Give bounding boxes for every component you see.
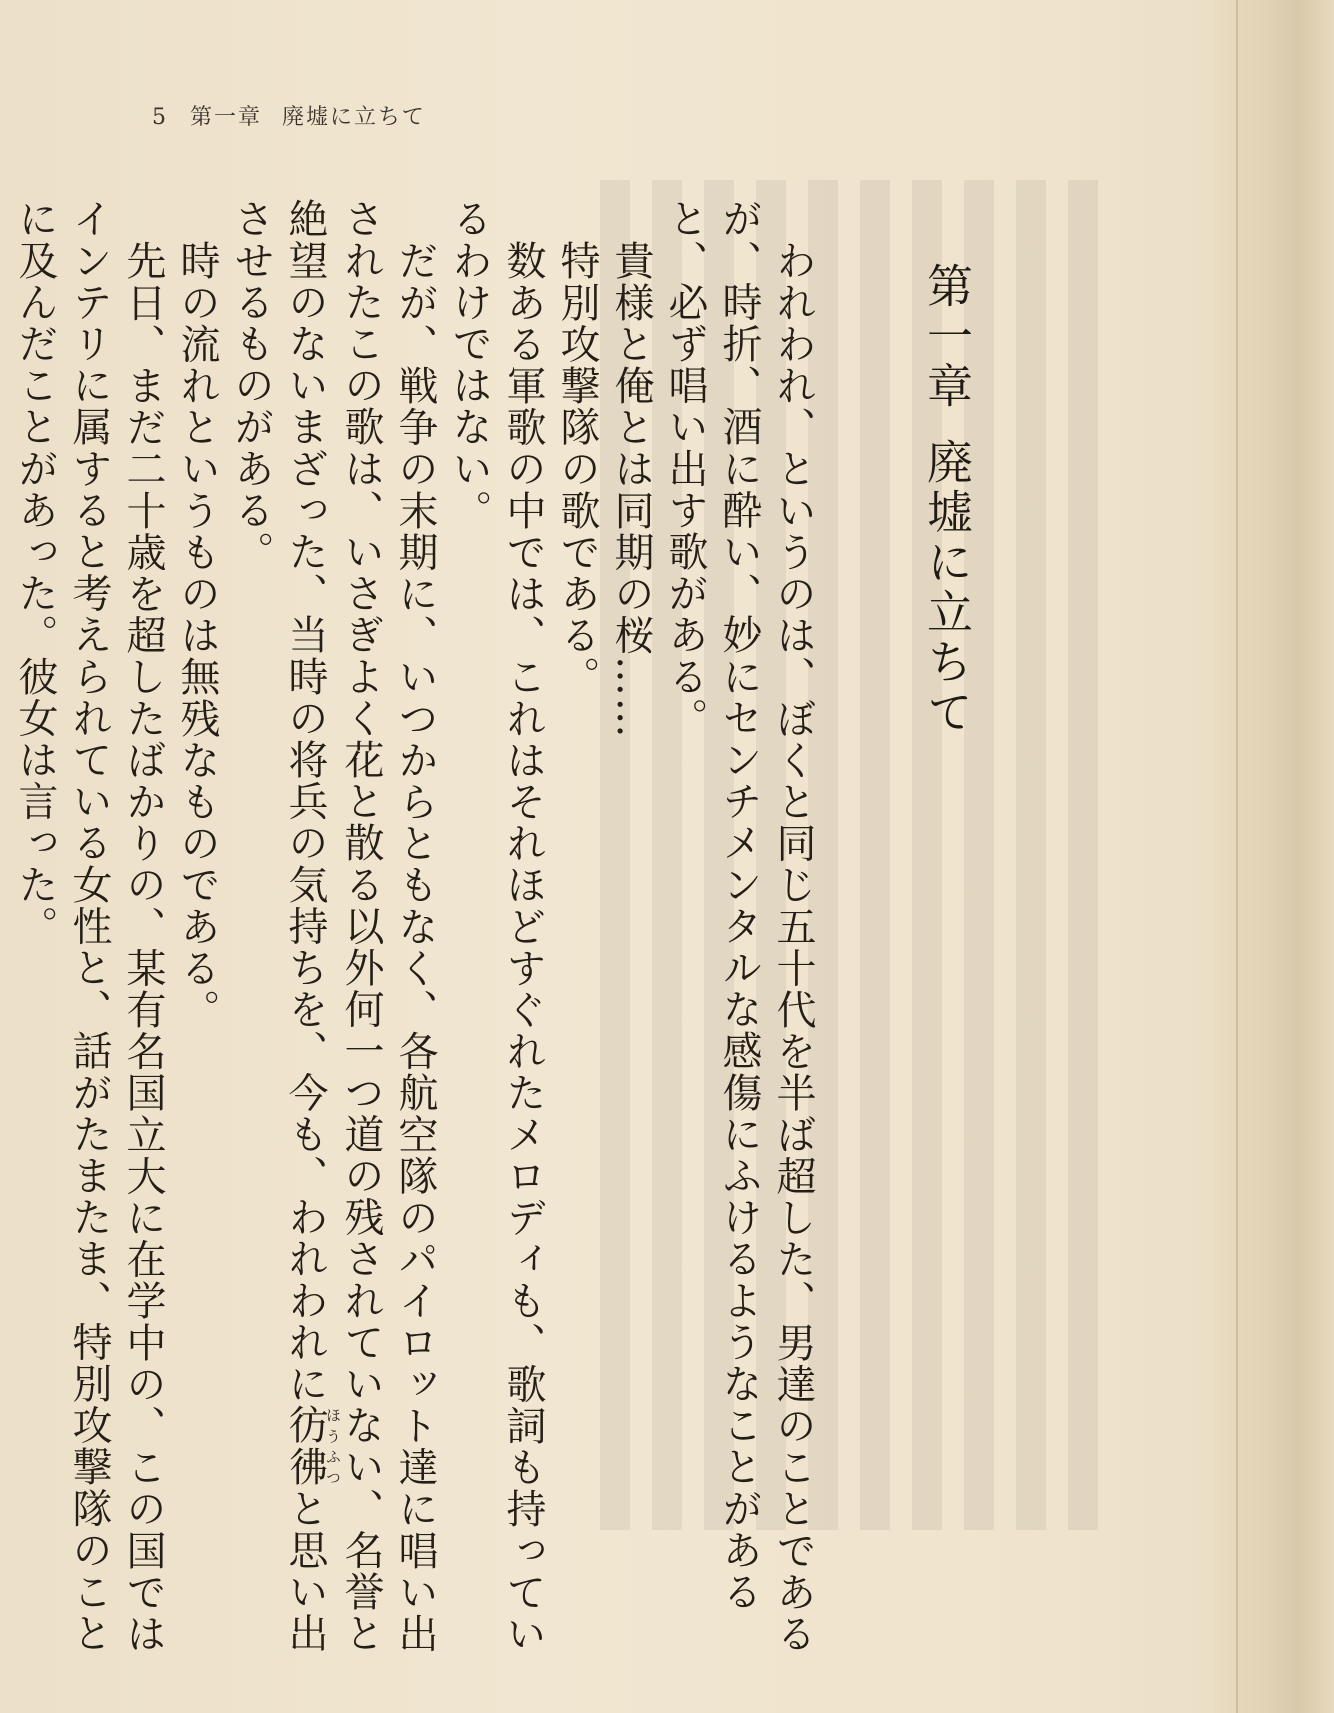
running-head-chapter-label: 第一章	[190, 105, 263, 130]
chapter-title	[917, 262, 977, 742]
paragraph-7: 先日、まだ二十歳を超したばかりの、某有名国立大に在学中の、この国ではインテリに属すると考えられている女性と、話がたまたま、特別攻撃隊のことに及んだことがあった。彼女は言った。	[12, 198, 166, 1655]
paragraph-5	[224, 198, 442, 1658]
ruby-base: 彷彿	[282, 1404, 328, 1488]
next-page-edge	[1214, 0, 1334, 1713]
paragraph-4: 数ある軍歌の中では、これはそれほどすぐれたメロディも、歌詞も持っているわけではない。	[446, 198, 546, 1655]
paragraph-1: われわれ、というのは、ぼくと同じ五十代を半ば超した、男達のことであるが、時折、酒に酔い、妙にセンチメンタルな感傷にふけるようなことがあると、必ず唱い出す歌がある。	[662, 198, 816, 1655]
page-edge-line	[1236, 0, 1238, 1713]
paragraph-2: 貴様と俺とは同期の桜……	[608, 240, 654, 740]
running-head-chapter-name: 廃墟に立ちて	[282, 105, 426, 130]
body-text	[12, 198, 820, 1658]
chapter-title-name: 廃墟に立ちて	[920, 438, 974, 738]
paragraph-3: 特別攻撃隊の歌である。	[554, 240, 600, 698]
page-number: 5	[152, 105, 168, 130]
running-head	[152, 100, 426, 131]
ruby-houfutsu	[282, 1404, 342, 1488]
paragraph-6: 時の流れというものは無残なものである。	[174, 240, 220, 1031]
paragraph-5-text-b: と思い出させるものがある。	[228, 198, 328, 1655]
chapter-title-label: 第一章	[920, 262, 974, 412]
ruby-reading: ほうふつ	[324, 1404, 342, 1488]
paragraph-5-text-a: だが、戦争の末期に、いつからともなく、各航空隊のパイロット達に唱い出されたこの歌は、いさぎよく花と散る以外何一つ道の残されていない、名誉と絶望のないまざった、当時の将兵の気持ちを、今も、われわれに	[282, 198, 438, 1655]
